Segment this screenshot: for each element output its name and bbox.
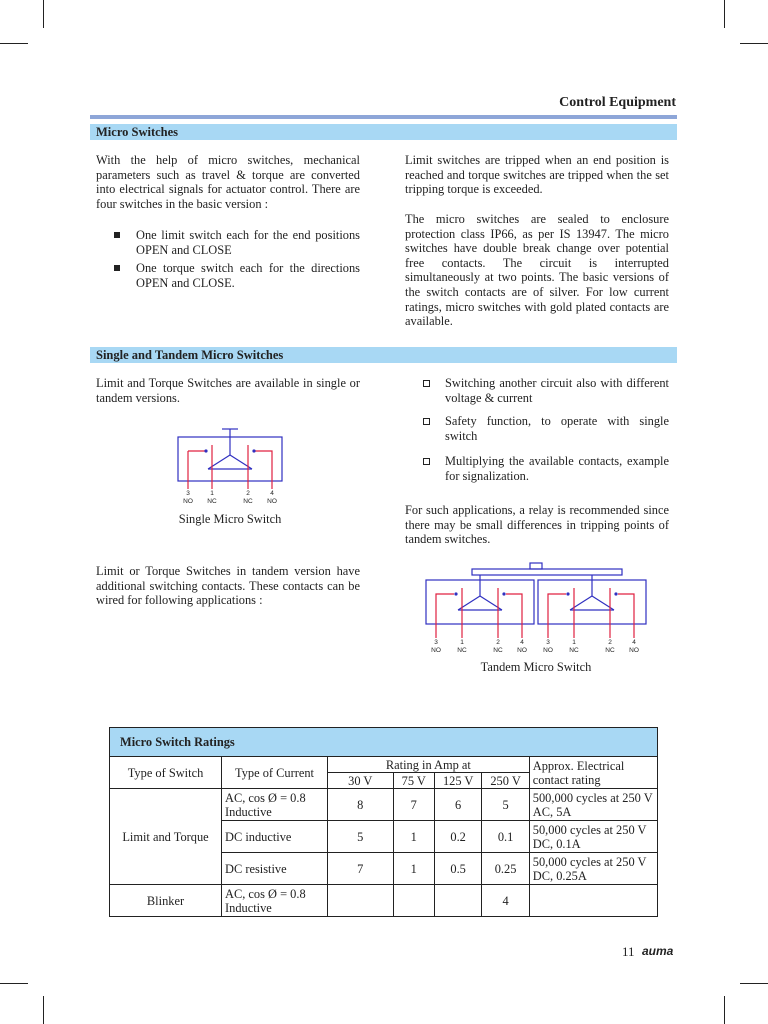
cell-value: 7 <box>327 853 393 885</box>
bullet-text: One torque switch each for the directions OPEN and CLOSE. <box>136 261 360 290</box>
cell-empty <box>434 885 481 917</box>
section-title-micro-switches: Micro Switches <box>90 124 677 140</box>
header-approx-rating: Approx. Electrical contact rating <box>529 757 657 789</box>
header-voltage: 75 V <box>393 773 434 789</box>
terminal-label: NO <box>629 647 639 654</box>
table-title: Micro Switch Ratings <box>110 728 658 757</box>
cell-value: 7 <box>393 789 434 821</box>
single-switch-caption: Single Micro Switch <box>178 512 282 526</box>
crop-mark <box>724 0 725 28</box>
cell-rating: 50,000 cycles at 250 V DC, 0.25A <box>529 853 657 885</box>
crop-mark <box>0 43 28 44</box>
crop-mark <box>43 0 44 28</box>
terminal-number: 3 <box>546 639 550 646</box>
micro-bullet-item <box>136 261 360 290</box>
terminal-label: NC <box>605 647 615 654</box>
cell-value: 0.1 <box>482 821 529 853</box>
header-voltage: 250 V <box>482 773 529 789</box>
cell-value: 0.25 <box>482 853 529 885</box>
tandem-bullet-item <box>445 454 669 483</box>
bullet-text: Safety function, to operate with single switch <box>445 414 669 443</box>
tandem-intro-text: Limit and Torque Switches are available in single or tandem versions. <box>96 376 360 405</box>
crop-mark <box>740 983 768 984</box>
terminal-number: 2 <box>608 639 612 646</box>
terminal-label: NC <box>493 647 503 654</box>
terminal-label: NC <box>457 647 467 654</box>
square-bullet-icon <box>114 232 120 238</box>
cell-value: 4 <box>482 885 529 917</box>
cell-value: 6 <box>434 789 481 821</box>
terminal-number: 3 <box>186 490 190 497</box>
terminal-number: 4 <box>270 490 274 497</box>
micro-bullet-item <box>136 228 360 257</box>
tandem-bullet-item <box>445 414 669 443</box>
tandem-switch-caption: Tandem Micro Switch <box>480 660 592 674</box>
cell-rating: 50,000 cycles at 250 V DC, 0.1A <box>529 821 657 853</box>
cell-value: 5 <box>482 789 529 821</box>
square-bullet-icon <box>114 265 120 271</box>
cell-value: 0.5 <box>434 853 481 885</box>
section-title-single-tandem: Single and Tandem Micro Switches <box>90 347 677 363</box>
cell-value: 1 <box>393 821 434 853</box>
terminal-label: NO <box>431 647 441 654</box>
cell-empty <box>529 885 657 917</box>
header-voltage: 125 V <box>434 773 481 789</box>
table-row <box>110 789 658 821</box>
hollow-square-bullet-icon <box>423 380 430 387</box>
cell-empty <box>393 885 434 917</box>
cell-value: 5 <box>327 821 393 853</box>
micro-right-paragraph-1: Limit switches are tripped when an end position is reached and torque switches are tripped when the set tripping torque is exceeded. <box>405 153 669 197</box>
micro-right-paragraph-2: The micro switches are sealed to enclosure protection class IP66, as per IS 13947. The micro switches have double break change over potential free contacts. The circuit is interrupted simultaneously at two points. The basic versions of the switch contacts are of silver. For low current ratings, micro switches with gold plated contacts are available. <box>405 212 669 329</box>
terminal-number: 4 <box>520 639 524 646</box>
terminal-number: 3 <box>434 639 438 646</box>
terminal-label: NC <box>569 647 579 654</box>
header-rating-in-amp: Rating in Amp at <box>327 757 529 773</box>
cell-current: AC, cos Ø = 0.8 Inductive <box>222 789 328 821</box>
tandem-version-text: Limit or Torque Switches in tandem version have additional switching contacts. These contacts can be wired for following applications : <box>96 564 360 608</box>
crop-mark <box>740 43 768 44</box>
cell-current: DC inductive <box>222 821 328 853</box>
header-type-of-current: Type of Current <box>222 757 328 789</box>
terminal-label: NO <box>183 498 193 505</box>
terminal-label: NO <box>267 498 277 505</box>
cell-empty <box>327 885 393 917</box>
group-limit-torque: Limit and Torque <box>110 789 222 885</box>
terminal-number: 2 <box>496 639 500 646</box>
micro-switch-ratings-table <box>109 727 658 917</box>
page-number: 11 <box>622 944 635 959</box>
relay-recommendation-text: For such applications, a relay is recommended since there may be small differences in tripping points of tandem switches. <box>405 503 669 547</box>
terminal-label: NC <box>207 498 217 505</box>
hollow-square-bullet-icon <box>423 458 430 465</box>
terminal-label: NO <box>517 647 527 654</box>
terminal-number: 1 <box>460 639 464 646</box>
terminal-label: NO <box>543 647 553 654</box>
crop-mark <box>0 983 28 984</box>
crop-mark <box>43 996 44 1024</box>
terminal-number: 1 <box>572 639 576 646</box>
tandem-micro-switch-diagram <box>422 560 650 656</box>
cell-value: 0.2 <box>434 821 481 853</box>
terminal-number: 2 <box>246 490 250 497</box>
page-header-title: Control Equipment <box>559 95 676 110</box>
table-row <box>110 885 658 917</box>
auma-logo: auma <box>642 944 674 958</box>
terminal-label: NC <box>243 498 253 505</box>
cell-current: DC resistive <box>222 853 328 885</box>
single-micro-switch-diagram <box>170 425 290 507</box>
terminal-number: 1 <box>210 490 214 497</box>
cell-switch-blinker: Blinker <box>110 885 222 917</box>
terminal-number: 4 <box>632 639 636 646</box>
crop-mark <box>724 996 725 1024</box>
header-type-of-switch: Type of Switch <box>110 757 222 789</box>
bullet-text: Switching another circuit also with different voltage & current <box>445 376 669 405</box>
cell-rating: 500,000 cycles at 250 V AC, 5A <box>529 789 657 821</box>
micro-intro-text: With the help of micro switches, mechanical parameters such as travel & torque are converted into electrical signals for actuator control. There are four switches in the basic version : <box>96 153 360 211</box>
cell-value: 1 <box>393 853 434 885</box>
hollow-square-bullet-icon <box>423 418 430 425</box>
bullet-text: Multiplying the available contacts, example for signalization. <box>445 454 669 483</box>
cell-current: AC, cos Ø = 0.8 Inductive <box>222 885 328 917</box>
tandem-bullet-item <box>445 376 669 405</box>
cell-value: 8 <box>327 789 393 821</box>
bullet-text: One limit switch each for the end positions OPEN and CLOSE <box>136 228 360 257</box>
header-voltage: 30 V <box>327 773 393 789</box>
header-rule <box>90 115 677 119</box>
